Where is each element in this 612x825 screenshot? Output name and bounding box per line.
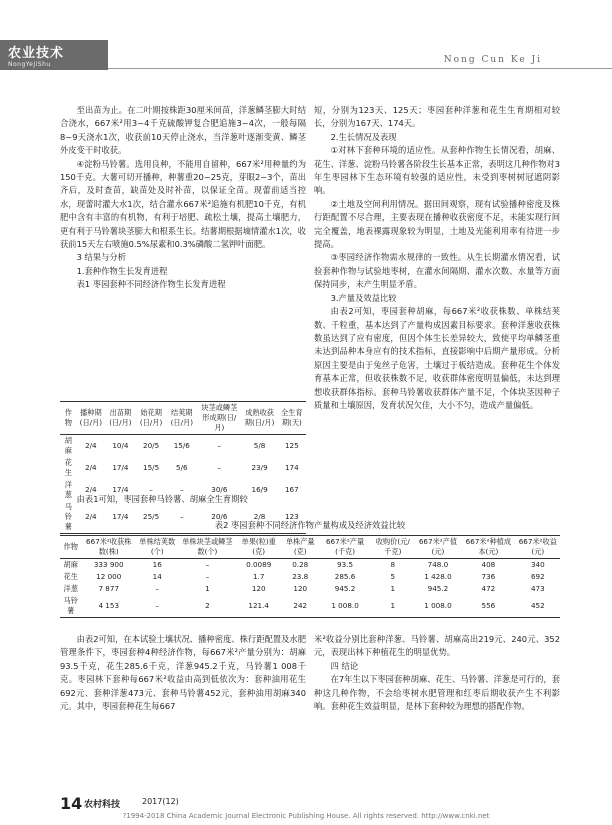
table-cell: 马铃薯 [64, 502, 72, 531]
table-row [60, 583, 560, 595]
copyright-line: ?1994-2018 China Academic Journal Electronic Publishing House. All rights reserved. http://www.cnki.net [122, 812, 490, 820]
table-cell: 123 [284, 512, 299, 521]
table-cell: 2/4 [85, 512, 97, 521]
table-cell: 胡麻 [64, 436, 72, 455]
table-cell: 8 [390, 560, 396, 569]
table-cell: 洋葱 [63, 584, 78, 593]
table-cell: 242 [293, 601, 308, 610]
table-header-cell: 出苗期(日/月) [109, 408, 132, 427]
subheading-growth: 1.套种作物生长发育进程 [76, 265, 168, 276]
table-cell: – [155, 584, 160, 593]
table-cell: 15/5 [143, 463, 160, 472]
table2-caption: 表2 枣园套种不同经济作物产量构成及经济效益比较 [214, 520, 406, 530]
table-header-cell: 667米²收获株数(株) [86, 537, 132, 556]
table-growth-stages [60, 401, 306, 534]
table-cell: 16/9 [251, 485, 268, 494]
right-column [314, 104, 560, 412]
paragraph-adaptability: ①对林下套种环境的适应性。从套种作物生长情况看，胡麻、花生、洋葱、淀粉马铃薯各阶段生长基本正常，表明这几种作物对3年生枣园林下生态环境有较强的适应性，未受到枣树树冠遮阴影响。 [314, 145, 560, 196]
table-cell: 23/9 [251, 463, 268, 472]
table-cell: 945.2 [427, 584, 449, 593]
table-cell: 2/4 [85, 441, 97, 450]
paragraph-water-needs: ③枣园经济作物需水规律的一致性。从生长期灌水情况看，试验套种作物与试验地枣树，在灌水间隔期、灌水次数、水量等方面保持同步，未产生明显矛盾。 [314, 252, 560, 290]
table-cell: 1 [205, 584, 210, 593]
header-rule [108, 68, 612, 69]
table-cell: 20/6 [211, 512, 228, 521]
table-cell: 5 [390, 572, 396, 581]
table-cell: 473 [530, 584, 545, 593]
journal-pinyin: Nong Cun Ke Ji [443, 55, 542, 65]
table-cell: – [149, 485, 153, 494]
table-cell: 1 008.0 [331, 601, 359, 610]
table-cell: 16 [152, 560, 162, 569]
table-cell: 30/6 [211, 485, 228, 494]
table-cell: 408 [481, 560, 496, 569]
table-cell: 20/5 [143, 441, 160, 450]
table-header-cell: 667米²收益(元) [518, 537, 557, 556]
paragraph-yield-advantage: 米²收益分别比套种洋葱、马铃薯、胡麻高出219元、240元、352元，表现出林下种植花生的明显优势。 [314, 634, 560, 658]
table-header-cell: 播种期(日/月) [79, 408, 103, 427]
paragraph-yield-analysis: 由表2可知，枣园套种胡麻，每667米²收获株数、单株结荚数、千粒重，基本达到了产量构成因素目标要求。套种洋葱收获株数虽达到了应有密度，但因个体生长差异较大，致使平均单鳞茎重未达到品种本身应有的技术指标，直接影响中后期产量形成。分析原因主要是由于兔丝子危害，土壤过于板结造成。套种花生个体发育基本正常，但收获株数不足，收获群体密度明显偏低，未达到理想收获群体指标。套种马铃薯收获群体产量不足，个体块茎因种子质量和土壤原因，发育状况欠佳，大小不匀，造成产量偏低。 [314, 306, 560, 410]
table-header-cell: 单株产量(克) [285, 537, 315, 556]
table-cell: 736 [481, 572, 496, 581]
paragraph-conclusion: 在7年生以下枣园套种胡麻、花生、马铃薯、洋葱是可行的，套种这几种作物，不会给枣树水肥管理和红枣后期收获产生不利影响。套种花生效益明显，是林下套种较为理想的搭配作物。 [314, 674, 560, 712]
left-column [60, 104, 306, 292]
journal-issue: 2017(12) [142, 797, 179, 806]
heading-results: 3 结果与分析 [76, 252, 126, 263]
table-cell: 0.0089 [246, 560, 272, 569]
table-cell: 452 [530, 601, 545, 610]
table-cell: 1 [390, 601, 396, 610]
table-cell: – [217, 441, 222, 450]
table-cell: – [217, 463, 222, 472]
table-cell: 2/4 [85, 485, 97, 494]
table-cell: – [180, 512, 184, 521]
table-cell: 1 008.0 [424, 601, 452, 610]
table-cell: 25/5 [143, 512, 160, 521]
table-cell: 748.0 [427, 560, 449, 569]
table-cell: – [155, 601, 160, 610]
table-header-cell: 收购价(元/千克) [375, 537, 410, 556]
section-title: 农业技术 [8, 46, 65, 61]
bottom-right-column [314, 633, 560, 713]
table-cell: 167 [284, 485, 299, 494]
table-cell: 15/6 [173, 441, 190, 450]
table-cell: 洋葱 [64, 480, 72, 499]
table1-note: 由表1可知，枣园套种马铃薯、胡麻全生育期较 [76, 494, 248, 504]
table-header-row [60, 402, 306, 435]
table-header-cell: 块茎或鳞茎形成期(日/月) [201, 403, 238, 432]
table-header-cell: 667米²产量(千克) [325, 537, 365, 556]
table-header-cell: 始花期(日/月) [139, 408, 163, 427]
table-cell: – [205, 572, 210, 581]
table-cell: 125 [284, 441, 299, 450]
heading-conclusion: 四 结论 [330, 660, 359, 671]
table-header-cell: 作物 [64, 408, 72, 427]
paragraph-growth-period: 短，分别为123天、125天；枣园套种洋葱和花生生育期相对较长，分别为167天、174天。 [314, 105, 560, 129]
table-cell: – [180, 485, 184, 494]
table-row [60, 559, 560, 572]
table-cell: 5/8 [253, 441, 266, 450]
table-cell: 1.7 [252, 572, 265, 581]
table-cell: 5/6 [176, 463, 188, 472]
table-cell: 17/4 [112, 463, 129, 472]
table-yield-benefit [60, 535, 560, 618]
table-cell: 花生 [64, 458, 72, 477]
table-cell: 7 877 [98, 584, 120, 593]
table-cell: 4 153 [98, 601, 120, 610]
page-number: 14 [60, 794, 83, 813]
table-header-cell: 单果(粒)重(克) [241, 537, 276, 556]
table-header-cell: 结荚期(日/月) [170, 408, 193, 427]
table-cell: 472 [481, 584, 496, 593]
table-cell: 0.28 [292, 560, 309, 569]
table-cell: 10/4 [112, 441, 129, 450]
table-row [60, 595, 560, 618]
paragraph-potato: ④淀粉马铃薯。选用良种，不能用自留种，667米²用种量约为150千克。大薯可切开播种，种薯重20~25克，芽眼2~3个，苗出齐后，及时查苗，缺苗处及时补苗，以保证全苗。现蕾前适当控水，现蕾时灌大水1次，结合灌水667米²追施有机肥10千克，有机肥中含有丰富的有机物，有利于培肥、疏松土壤，提高土壤肥力，更有利于马铃薯块茎膨大和根系生长。结薯期根据墒情灌水1次，收获前15天左右喷施0.5%尿素和0.3%磷酸二氢钾叶面肥。 [60, 158, 306, 250]
table-cell: 340 [530, 560, 545, 569]
table-cell: 胡麻 [63, 560, 78, 569]
table-cell: 945.2 [334, 584, 356, 593]
table-cell: 692 [530, 572, 545, 581]
table-header-cell: 单株块茎或鳞茎数(个) [182, 537, 233, 556]
table-header-cell: 单株结荚数(个) [139, 537, 176, 556]
bottom-left-column [60, 633, 306, 713]
table-cell: – [205, 560, 210, 569]
table-header-cell: 成熟收获期(日/月) [244, 408, 275, 427]
table-cell: 174 [284, 463, 299, 472]
table-cell: 120 [251, 584, 266, 593]
table-row [60, 571, 560, 583]
table-cell: 12 000 [96, 572, 122, 581]
table-cell: 2/4 [85, 463, 97, 472]
table-cell: 2 [205, 601, 210, 610]
table-cell: 556 [481, 601, 496, 610]
journal-name: 农村科技 [84, 800, 121, 810]
table-cell: 花生 [63, 572, 78, 581]
subheading-performance: 2.生长情况及表现 [330, 131, 397, 142]
table-header-row [60, 536, 560, 559]
table-cell: 14 [152, 572, 162, 581]
table-cell: 17/4 [112, 512, 129, 521]
table-cell: 1 [390, 584, 396, 593]
table-cell: 2/8 [253, 512, 266, 521]
subheading-yield: 3.产量及效益比较 [330, 292, 397, 303]
table-cell: 23.8 [292, 572, 309, 581]
table-cell: 121.4 [248, 601, 269, 610]
table-cell: 285.6 [334, 572, 356, 581]
table1-caption: 表1 枣园套种不同经济作物生长发育进程 [76, 279, 226, 290]
table-row [60, 457, 306, 479]
paragraph-onion: 至出苗为止。在二叶期按株距30厘米间苗，洋葱鳞茎膨大时结合浇水，667米²用3~4千克硫酸钾复合肥追施3~4次，一般每隔8~9天浇水1次，收获前10天停止浇水，当洋葱叶逐渐变黄、鳞茎外皮变干时收获。 [60, 105, 306, 156]
table-cell: 17/4 [112, 485, 129, 494]
table-cell: 93.5 [337, 560, 354, 569]
section-pinyin: NongYeJiShu [8, 61, 51, 68]
paragraph-land-use: ②土地及空间利用情况。据田间观察，现有试验播种密度及株行距配置不尽合理，主要表现在播种收获密度不足，未能实现行间完全覆盖，地表裸露现象较为明显，土地及光能利用率有待进一步提高。 [314, 198, 560, 250]
table-cell: 1 428.0 [424, 572, 452, 581]
table-cell: 120 [293, 584, 308, 593]
table-header-cell: 全生育期(天) [281, 408, 303, 427]
paragraph-yield-summary: 由表2可知，在本试验土壤状况、播种密度、株行距配置及水肥管理条件下，枣园套种4种经济作物，每667米²产量分别为：胡麻93.5千克，花生285.6千克，洋葱945.2千克，马铃薯1 008千克。枣园林下套种每667米²收益由高到低依次为：套种油用花生692元、套种洋葱473元、套种马铃薯452元，套种油用胡麻340元。其中，枣园套种花生每667 [60, 634, 306, 712]
table-header-cell: 667米²产值(元) [418, 537, 458, 556]
table-cell: 马铃薯 [63, 596, 78, 615]
table-header-cell: 667米²种植成本(元) [465, 537, 512, 556]
table-row [60, 435, 306, 458]
table-header-cell: 作物 [63, 542, 78, 551]
table-cell: 333 900 [93, 560, 124, 569]
